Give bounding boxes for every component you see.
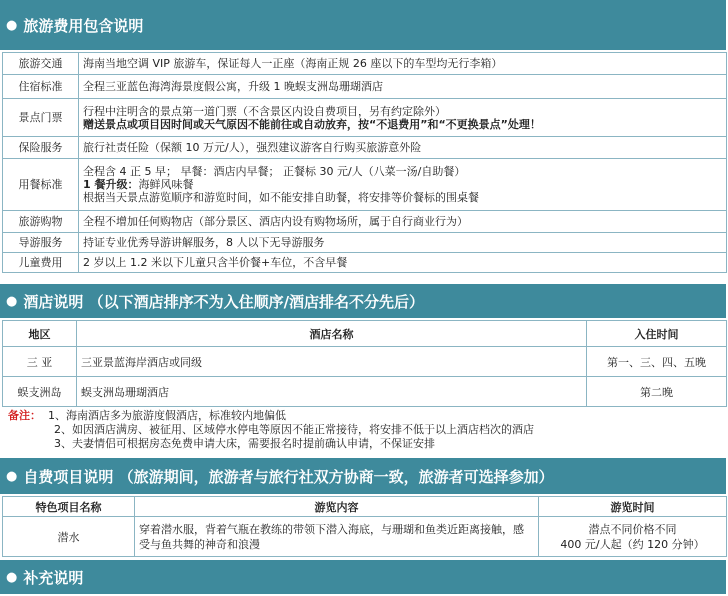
- time-line: 潜点不同价格不同: [588, 522, 677, 536]
- section-header-supplement: [0, 560, 726, 594]
- table-row: [3, 233, 727, 253]
- row-label: 儿童费用: [3, 253, 79, 273]
- row-label: 旅游交通: [3, 53, 79, 75]
- row-label: 旅游购物: [3, 211, 79, 233]
- cell-time: 第一、三、四、五晚: [587, 347, 727, 377]
- row-content: 2 岁以上 1.2 米以下儿童只含半价餐+车位，不含早餐: [79, 253, 727, 273]
- optional-items-table: [2, 496, 727, 557]
- row-content: 全程不增加任何购物店（部分景区、酒店内设有购物场所，属于自行商业行为）: [79, 211, 727, 233]
- cell-area: 蜈支洲岛: [3, 377, 77, 407]
- table-row: [3, 137, 727, 159]
- section-title: 酒店说明 （以下酒店排序不为入住顺序/酒店排名不分先后）: [23, 292, 425, 311]
- col-header-time: 游览时间: [539, 497, 727, 517]
- bullet-icon: ●: [6, 468, 18, 484]
- col-header-hotel: 酒店名称: [77, 321, 587, 347]
- content-suffix: 海鲜风味餐: [138, 178, 194, 191]
- fee-includes-table: [2, 52, 727, 273]
- note-line: 2、如因酒店满房、被征用、区域停水停电等原因不能正常接待，将安排不低于以上酒店档次的酒店: [54, 423, 534, 436]
- cell-hotel: 蜈支洲岛珊瑚酒店: [77, 377, 587, 407]
- col-header-time: 入住时间: [587, 321, 727, 347]
- bullet-icon: ●: [6, 17, 18, 33]
- row-content: [79, 99, 727, 137]
- content-line-bold: 赠送景点或项目因时间或天气原因不能前往或自动放弃，按“不退费用”和“不更换景点”处理！: [83, 117, 541, 131]
- content-line: 根据当天景点游览顺序和游览时间，如不能安排自助餐，将安排等价餐标的围桌餐: [83, 191, 479, 204]
- cell-name: 潜水: [3, 517, 135, 557]
- row-label: 保险服务: [3, 137, 79, 159]
- row-content: [79, 159, 727, 211]
- hotel-table: [2, 320, 727, 407]
- section-title: 旅游费用包含说明: [23, 16, 144, 35]
- row-label: 景点门票: [3, 99, 79, 137]
- cell-area: 三 亚: [3, 347, 77, 377]
- table-row: [3, 347, 727, 377]
- content-line: 行程中注明含的景点第一道门票（不含景区内设自费项目，另有约定除外）: [83, 104, 446, 118]
- row-content: 海南当地空调 VIP 旅游车，保证每人一正座（海南正规 26 座以下的车型均无行李箱）: [79, 53, 727, 75]
- col-header-name: 特色项目名称: [3, 497, 135, 517]
- time-line: 400 元/人起（约 120 分钟）: [560, 537, 705, 551]
- section-header-optional: [0, 458, 726, 494]
- row-label: 用餐标准: [3, 159, 79, 211]
- section-header-hotel: [0, 284, 726, 318]
- row-content: 持证专业优秀导游讲解服务，8 人以下无导游服务: [79, 233, 727, 253]
- cell-content: 穿着潜水服，背着气瓶在教练的带领下潜入海底，与珊瑚和鱼类近距离接触，感受与鱼共舞的神奇和浪漫: [135, 517, 539, 557]
- table-row: [3, 517, 727, 557]
- table-row: [3, 53, 727, 75]
- cell-hotel: 三亚景蓝海岸酒店或同级: [77, 347, 587, 377]
- table-row: [3, 377, 727, 407]
- note-label: 备注：: [8, 409, 41, 422]
- table-row: [3, 75, 727, 99]
- note-line: 3、夫妻情侣可根据房态免费申请大床，需要报名时提前确认申请，不保证安排: [54, 437, 435, 450]
- col-header-content: 游览内容: [135, 497, 539, 517]
- section-title: 自费项目说明 （旅游期间，旅游者与旅行社双方协商一致，旅游者可选择参加）: [23, 467, 554, 486]
- content-line: [83, 178, 722, 191]
- note-text: 1、海南酒店多为旅游度假酒店，标准较内地偏低: [48, 409, 286, 422]
- row-content: 旅行社责任险（保额 10 万元/人），强烈建议游客自行购买旅游意外险: [79, 137, 727, 159]
- section-header-fee-includes: [0, 0, 726, 50]
- bullet-icon: ●: [6, 293, 18, 309]
- table-header-row: [3, 321, 727, 347]
- col-header-area: 地区: [3, 321, 77, 347]
- table-row: [3, 211, 727, 233]
- row-label: 住宿标准: [3, 75, 79, 99]
- row-content: 全程三亚蓝色海湾海景度假公寓，升级 1 晚蜈支洲岛珊瑚酒店: [79, 75, 727, 99]
- content-bold: 1 餐升级：: [83, 178, 139, 191]
- table-row: [3, 253, 727, 273]
- content-line: 全程含 4 正 5 早； 早餐：酒店内早餐； 正餐标 30 元/人（八菜一汤/自助餐）: [83, 165, 466, 178]
- bullet-icon: ●: [6, 569, 18, 585]
- note-line: [8, 409, 534, 423]
- table-row: [3, 99, 727, 137]
- row-label: 导游服务: [3, 233, 79, 253]
- table-row: [3, 159, 727, 211]
- cell-time: 第二晚: [587, 377, 727, 407]
- table-header-row: [3, 497, 727, 517]
- section-title: 补充说明: [23, 568, 84, 587]
- hotel-notes: [8, 409, 534, 451]
- cell-time: [539, 517, 727, 557]
